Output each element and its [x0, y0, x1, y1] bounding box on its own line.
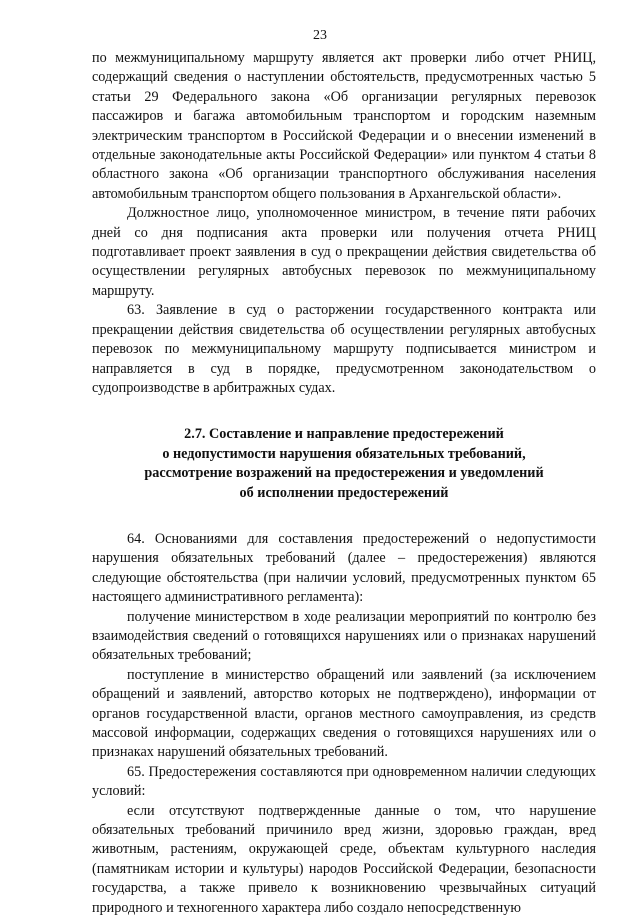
paragraph-64-item-1: получение министерством в ходе реализации мероприятий по контролю без взаимодействия сведений о готовящихся нарушениях или о признаках нарушений обязательных требований; — [92, 608, 596, 664]
document-body — [92, 49, 596, 918]
paragraph-64-item-2: поступление в министерство обращений или заявлений (за исключением обращений и заявлений, авторство которых не подтверждено), информации от органов государственной власти, органов местного самоуправления, из средств массовой информации, содержащих сведения о готовящихся нарушениях или о признаках нарушений обязательных требований. — [92, 666, 596, 761]
page-number: 23 — [313, 28, 327, 43]
heading-line: об исполнении предостережений — [239, 484, 449, 501]
paragraph-63: 63. Заявление в суд о расторжении государственного контракта или прекращении действия свидетельства об осуществлении регулярных автобусных перевозок по межмуниципальному маршруту подписывается министром и направляется в суд в порядке, предусмотренном законодательством о судопроизводстве в арбитражных судах. — [92, 302, 596, 396]
section-heading-2-7 — [92, 425, 596, 503]
paragraph-65-item-1: если отсутствуют подтвержденные данные о том, что нарушение обязательных требований причинило вред жизни, здоровью граждан, вред животным, растениям, окружающей среде, объектам культурного наследия (памятникам истории и культуры) народов Российской Федерации, безопасности государства, а также привело к возникновению чрезвычайных ситуаций природного и техногенного характера либо создало непосредственную — [92, 802, 596, 916]
paragraph-continuation: по межмуниципальному маршруту является акт проверки либо отчет РНИЦ, содержащий сведения о наступлении обстоятельств, предусмотренных частью 5 статьи 29 Федерального закона «Об организации регулярных перевозок пассажиров и багажа автомобильным транспортом и городским наземным электрическим транспортом в Российской Федерации и о внесении изменений в отдельные законодательные акты Российской Федерации» или пунктом 4 статьи 8 областного закона «Об организации транспортного обслуживания населения автомобильным транспортом общего пользования в Архангельской области». — [92, 50, 596, 202]
paragraph-65: 65. Предостережения составляются при одновременном наличии следующих условий: — [92, 763, 596, 800]
heading-line: рассмотрение возражений на предостережения и уведомлений — [144, 465, 544, 482]
paragraph-official-prepares-claim: Должностное лицо, уполномоченное министром, в течение пяти рабочих дней со дня подписания акта проверки или получения отчета РНИЦ подготавливает проект заявления в суд о прекращении действия свидетельства об осуществлении регулярных автобусных перевозок по межмуниципальному маршруту. — [92, 205, 596, 299]
heading-line: о недопустимости нарушения обязательных требований, — [162, 445, 526, 462]
heading-line: 2.7. Составление и направление предостережений — [184, 426, 504, 443]
paragraph-64: 64. Основаниями для составления предостережений о недопустимости нарушения обязательных требований (далее – предостережения) являются следующие обстоятельства (при наличии условий, предусмотренных пунктом 65 настоящего административного регламента): — [92, 530, 596, 606]
